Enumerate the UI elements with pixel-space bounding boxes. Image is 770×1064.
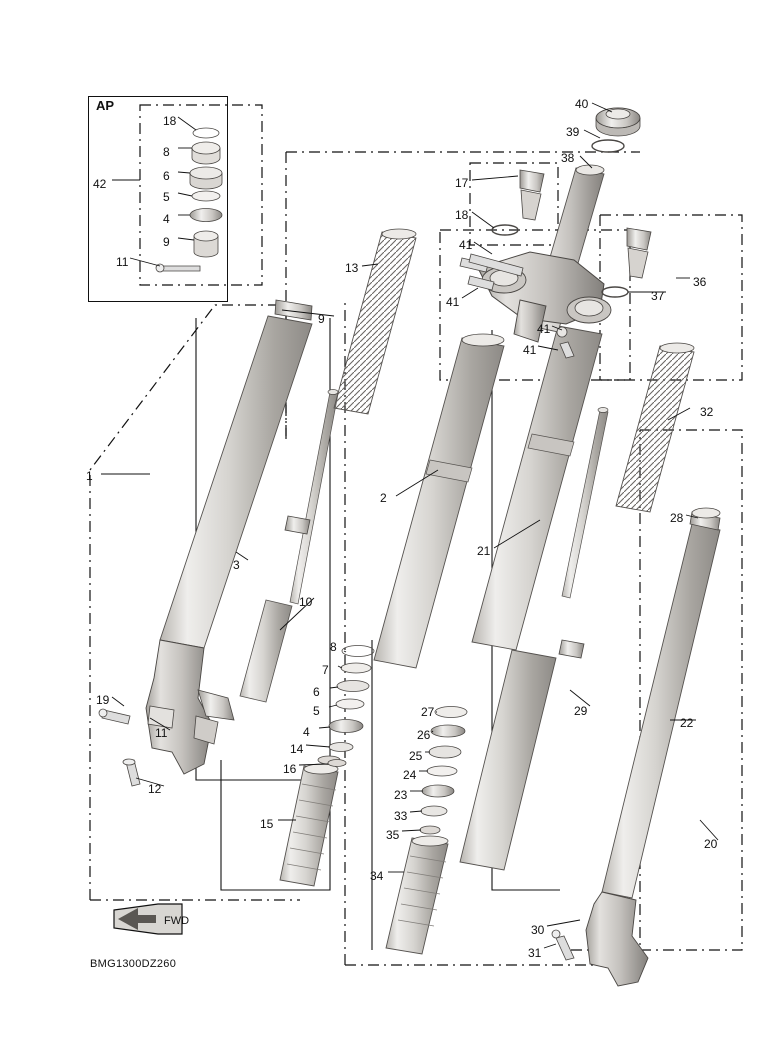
callout-number: 29	[574, 704, 588, 718]
callout-number: 11	[116, 255, 129, 269]
callout-number: 26	[417, 728, 431, 742]
callout-number: 20	[704, 837, 718, 851]
callout-number: 23	[394, 788, 408, 802]
callout-number: 38	[561, 151, 575, 165]
callout-number: 18	[455, 208, 469, 222]
callout-number: 17	[455, 176, 469, 190]
callout-number: 2	[380, 491, 387, 505]
callout-number: 37	[651, 289, 665, 303]
callout-number: 1	[86, 469, 93, 483]
callout-number: 7	[322, 663, 329, 677]
ap-group-label: AP	[96, 98, 115, 113]
callout-number: 19	[96, 693, 110, 707]
callout-number: 6	[313, 685, 320, 699]
callout-number: 5	[163, 190, 170, 204]
callout-number: 28	[670, 511, 684, 525]
callout-number: 41	[446, 295, 460, 309]
callout-number: 39	[566, 125, 580, 139]
callout-number: 22	[680, 716, 694, 730]
callout-number: 4	[163, 212, 170, 226]
callout-number: 9	[163, 235, 170, 249]
callout-number: 24	[403, 768, 417, 782]
callout-number: 41	[537, 322, 551, 336]
svg-text:FWD: FWD	[164, 915, 190, 927]
callout-number: 40	[575, 97, 589, 111]
callout-number: 32	[700, 405, 714, 419]
callout-number: 30	[531, 923, 545, 937]
callout-number: 27	[421, 705, 435, 719]
callout-number: 41	[459, 238, 473, 252]
callout-number: 12	[148, 782, 162, 796]
fwd-arrow-icon	[104, 900, 192, 942]
callout-number: 15	[260, 817, 274, 831]
callout-number: 31	[528, 946, 542, 960]
callout-number: 13	[345, 261, 359, 275]
callout-number: 4	[303, 725, 310, 739]
callout-number: 35	[386, 828, 400, 842]
callout-number: 10	[299, 595, 313, 609]
diagram-code: BMG1300DZ260	[90, 958, 177, 970]
callout-number: 3	[233, 558, 240, 572]
callout-number: 9	[318, 312, 325, 326]
callout-number: 41	[523, 343, 537, 357]
callout-number: 34	[370, 869, 384, 883]
callout-number: 8	[330, 640, 337, 654]
callout-number: 5	[313, 704, 320, 718]
callout-number: 14	[290, 742, 304, 756]
callout-number: 21	[477, 544, 491, 558]
callout-number: 36	[693, 275, 707, 289]
callout-number: 18	[163, 114, 177, 128]
callout-number: 33	[394, 809, 408, 823]
callout-number: 6	[163, 169, 170, 183]
callout-number: 8	[163, 145, 170, 159]
callout-number: 42	[93, 177, 107, 191]
callout-number: 16	[283, 762, 297, 776]
callout-number: 11	[155, 726, 168, 740]
callout-number: 25	[409, 749, 423, 763]
